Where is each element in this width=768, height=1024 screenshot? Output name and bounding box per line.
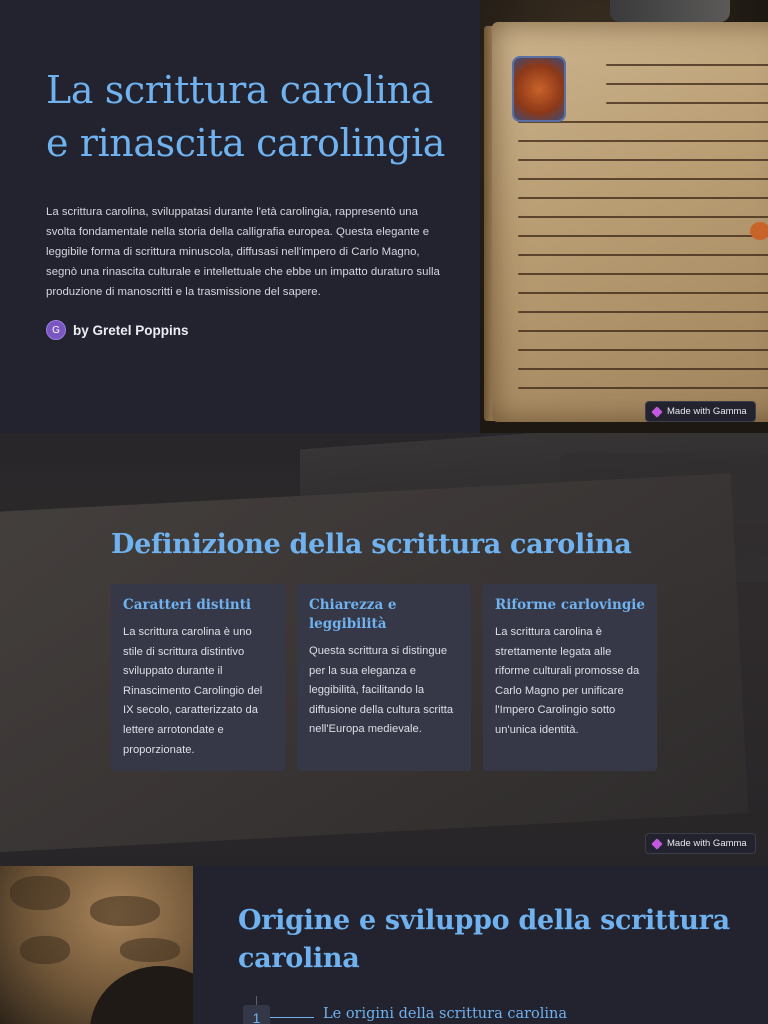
- scribe-image: [0, 866, 193, 1024]
- definition-section: [0, 433, 768, 866]
- badge-label: Made with Gamma: [667, 838, 747, 849]
- card-body: Questa scrittura si distingue per la sua eleganza e leggibilità, facilitando la diffusione della cultura scritta nell'Europa medievale.: [309, 645, 454, 736]
- card-riforme-carlovingie: [483, 584, 657, 771]
- origin-section: [0, 866, 768, 1024]
- hero-text: [46, 64, 446, 340]
- card-title: Caratteri distinti: [123, 597, 252, 613]
- card-body: La scrittura carolina è strettamente legata alle riforme culturali promosse da Carlo Magno per unificare l'Impero Carolingio sotto un'unica identità.: [495, 626, 640, 736]
- manuscript-image: [480, 0, 768, 433]
- hero-intro: La scrittura carolina, sviluppatasi durante l'età carolingia, rappresentò una svolta fondamentale nella storia della calligrafia europea. Questa elegante e leggibile forma di scrittura minuscola, diffusasi nell'impero di Carlo Magno, segnò una rinascita culturale e intellettuale che ebbe un impatto duraturo sulla produzione di manoscritti e la trasmissione del sapere.: [46, 206, 440, 298]
- card-title: Riforme carlovingie: [495, 597, 646, 613]
- gamma-logo-icon: [651, 838, 662, 849]
- page-title: La scrittura carolina e rinascita carolingia: [46, 68, 446, 165]
- made-with-gamma-badge[interactable]: [645, 401, 756, 422]
- avatar[interactable]: G: [46, 320, 66, 340]
- red-ornament: [750, 222, 768, 240]
- card-body: La scrittura carolina è uno stile di scrittura distintivo sviluppato durante il Rinascimento Carolingio del IX secolo, caratterizzato da lettere arrotondate e proporzionate.: [123, 626, 263, 756]
- timeline-connector: [270, 1017, 314, 1018]
- author-name: by Gretel Poppins: [73, 322, 189, 338]
- author-byline[interactable]: [46, 320, 446, 340]
- timeline-step-number: 1: [243, 1005, 270, 1024]
- card-title: Chiarezza e leggibilità: [309, 597, 397, 632]
- illuminated-initial: [514, 58, 564, 120]
- ink-tube-decoration: [610, 0, 730, 22]
- hero-section: [0, 0, 768, 433]
- timeline-step-label: Le origini della scrittura carolina: [323, 1006, 568, 1022]
- origin-title: Origine e sviluppo della scrittura carolina: [238, 905, 730, 974]
- card-chiarezza-leggibilita: [297, 584, 471, 771]
- made-with-gamma-badge[interactable]: [645, 833, 756, 854]
- definition-title: Definizione della scrittura carolina: [111, 529, 632, 560]
- scribe-silhouette: [90, 966, 193, 1024]
- card-caratteri-distinti: [111, 584, 285, 771]
- badge-label: Made with Gamma: [667, 406, 747, 417]
- gamma-logo-icon: [651, 406, 662, 417]
